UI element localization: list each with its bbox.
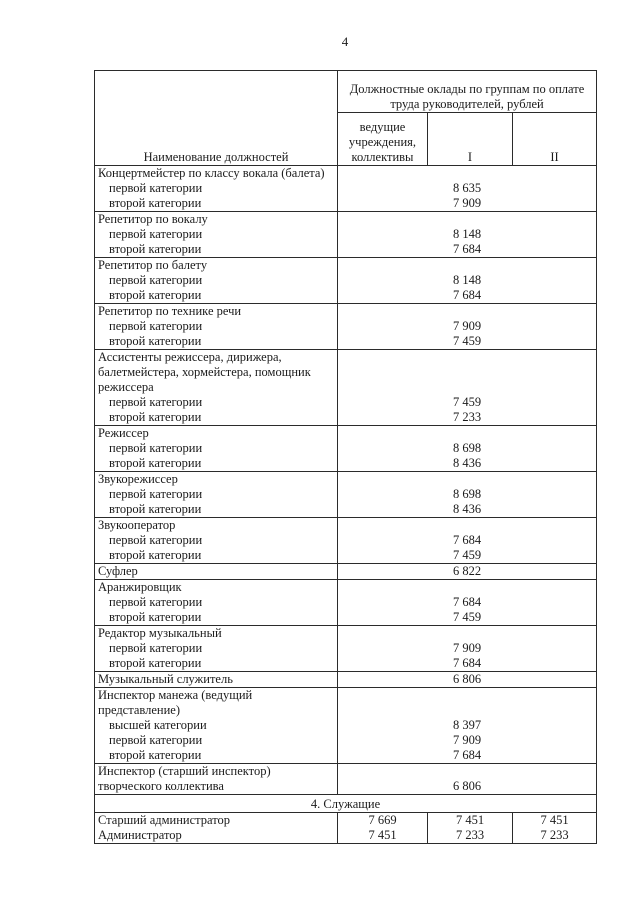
- salary-value: 7 451: [540, 813, 569, 827]
- position-cell: [95, 258, 338, 304]
- salary-cell: [338, 426, 597, 472]
- salary-value: 7 684: [452, 595, 482, 609]
- salary-value: 8 148: [452, 273, 482, 287]
- salary-value: 8 698: [452, 487, 482, 501]
- salary-value: 7 684: [452, 533, 482, 547]
- salary-value: 7 684: [452, 748, 482, 762]
- position-title: Репетитор по вокалу: [98, 212, 208, 226]
- position-title: Музыкальный служитель: [98, 672, 233, 686]
- section-title-cell: [95, 795, 597, 813]
- salary-value: 7 669: [368, 813, 397, 827]
- salary-value: 8 436: [452, 502, 482, 516]
- position-title: Администратор: [98, 828, 182, 842]
- category-label: второй категории: [109, 748, 202, 762]
- header-subcol-leading-institutions: ведущие учреждения, коллективы: [338, 113, 428, 166]
- position-title: Старший администратор: [98, 813, 231, 827]
- table-body: [95, 166, 597, 844]
- salary-value: 7 909: [452, 196, 482, 210]
- salary-value: 7 459: [452, 334, 482, 348]
- salary-value: 7 909: [452, 319, 482, 333]
- salary-cell: [338, 580, 597, 626]
- table-row: [95, 580, 597, 626]
- category-label: первой категории: [109, 319, 203, 333]
- salary-value: 7 233: [455, 828, 485, 842]
- salary-value: 7 684: [452, 242, 482, 256]
- salary-value: 6 822: [452, 564, 482, 578]
- table-row: [95, 426, 597, 472]
- category-label: второй категории: [109, 656, 202, 670]
- position-cell: [95, 426, 338, 472]
- position-title: Ассистенты режиссера, дирижера, балетмейстера, хормейстера, помощник режиссера: [98, 350, 311, 394]
- salary-cell: [338, 212, 597, 258]
- category-label: первой категории: [109, 227, 203, 241]
- salary-value: 7 459: [452, 610, 482, 624]
- salary-cell: [338, 304, 597, 350]
- table-row: [95, 166, 597, 212]
- salary-cell: [338, 813, 428, 844]
- section-row: [95, 795, 597, 813]
- position-cell: [95, 626, 338, 672]
- salary-cell: [338, 564, 597, 580]
- salary-value: 7 233: [452, 410, 482, 424]
- position-cell: [95, 580, 338, 626]
- salary-value: 8 436: [452, 456, 482, 470]
- position-cell: [95, 304, 338, 350]
- position-cell: [95, 518, 338, 564]
- category-label: второй категории: [109, 288, 202, 302]
- salary-value: 8 698: [452, 441, 482, 455]
- table-row: [95, 564, 597, 580]
- salary-value: 7 684: [452, 656, 482, 670]
- category-label: второй категории: [109, 502, 202, 516]
- position-title: Суфлер: [98, 564, 138, 578]
- position-cell: [95, 350, 338, 426]
- salary-value: 6 806: [452, 672, 482, 686]
- salary-value: 7 451: [455, 813, 485, 827]
- page-number: 4: [341, 34, 349, 49]
- category-label: первой категории: [109, 441, 203, 455]
- category-label: второй категории: [109, 196, 202, 210]
- position-title: Инспектор манежа (ведущий представление): [98, 688, 253, 717]
- salary-cell: [338, 626, 597, 672]
- category-label: второй категории: [109, 548, 202, 562]
- position-title: Звукорежиссер: [98, 472, 178, 486]
- salary-value: 7 684: [452, 288, 482, 302]
- salary-cell: [338, 764, 597, 795]
- position-cell: [95, 212, 338, 258]
- position-cell: [95, 166, 338, 212]
- category-label: первой категории: [109, 273, 203, 287]
- table-row: [95, 813, 597, 844]
- salary-cell: [338, 166, 597, 212]
- category-label: второй категории: [109, 610, 202, 624]
- table-row: [95, 764, 597, 795]
- salary-value: 8 635: [452, 181, 482, 195]
- category-label: второй категории: [109, 242, 202, 256]
- position-cell: [95, 764, 338, 795]
- table-row: [95, 672, 597, 688]
- category-label: высшей категории: [109, 718, 207, 732]
- position-cell: [95, 813, 338, 844]
- position-cell: [95, 564, 338, 580]
- table-header: [95, 71, 597, 166]
- table-row: [95, 472, 597, 518]
- header-subcol-group-2: II: [513, 113, 597, 166]
- category-label: первой категории: [109, 181, 203, 195]
- salary-table: [94, 70, 597, 844]
- position-title: Режиссер: [98, 426, 149, 440]
- table-row: [95, 626, 597, 672]
- position-title: Аранжировщик: [98, 580, 182, 594]
- salary-value: 6 806: [452, 779, 482, 793]
- category-label: второй категории: [109, 410, 202, 424]
- table-row: [95, 688, 597, 764]
- table-row: [95, 258, 597, 304]
- category-label: первой категории: [109, 395, 203, 409]
- position-cell: [95, 472, 338, 518]
- position-title: Концертмейстер по классу вокала (балета): [98, 166, 325, 180]
- table-row: [95, 350, 597, 426]
- salary-cell: [338, 472, 597, 518]
- salary-cell: [338, 258, 597, 304]
- salary-cell: [338, 350, 597, 426]
- header-salary-group-title: Должностные оклады по группам по оплате труда руководителей, рублей: [338, 71, 597, 113]
- category-label: второй категории: [109, 456, 202, 470]
- salary-cell: [338, 518, 597, 564]
- header-row-top: [95, 71, 597, 113]
- position-title: Инспектор (старший инспектор) творческого коллектива: [98, 764, 271, 793]
- position-cell: [95, 672, 338, 688]
- section-title: 4. Служащие: [310, 797, 381, 811]
- salary-value: 7 451: [368, 828, 397, 842]
- salary-cell: [338, 672, 597, 688]
- header-subcol-group-1: I: [428, 113, 513, 166]
- salary-cell: [338, 688, 597, 764]
- table-row: [95, 304, 597, 350]
- position-title: Репетитор по балету: [98, 258, 208, 272]
- salary-cell: [513, 813, 597, 844]
- salary-value: 7 909: [452, 641, 482, 655]
- category-label: первой категории: [109, 533, 203, 547]
- salary-value: 7 459: [452, 395, 482, 409]
- position-title: Звукооператор: [98, 518, 176, 532]
- category-label: первой категории: [109, 641, 203, 655]
- category-label: первой категории: [109, 595, 203, 609]
- table-row: [95, 518, 597, 564]
- salary-value: 7 459: [452, 548, 482, 562]
- category-label: первой категории: [109, 733, 203, 747]
- position-cell: [95, 688, 338, 764]
- salary-value: 8 397: [452, 718, 482, 732]
- category-label: первой категории: [109, 487, 203, 501]
- category-label: второй категории: [109, 334, 202, 348]
- salary-value: 7 233: [540, 828, 569, 842]
- salary-value: 8 148: [452, 227, 482, 241]
- header-positions-col: Наименование должностей: [95, 71, 338, 166]
- table-row: [95, 212, 597, 258]
- salary-cell: [428, 813, 513, 844]
- salary-value: 7 909: [452, 733, 482, 747]
- position-title: Репетитор по технике речи: [98, 304, 242, 318]
- position-title: Редактор музыкальный: [98, 626, 222, 640]
